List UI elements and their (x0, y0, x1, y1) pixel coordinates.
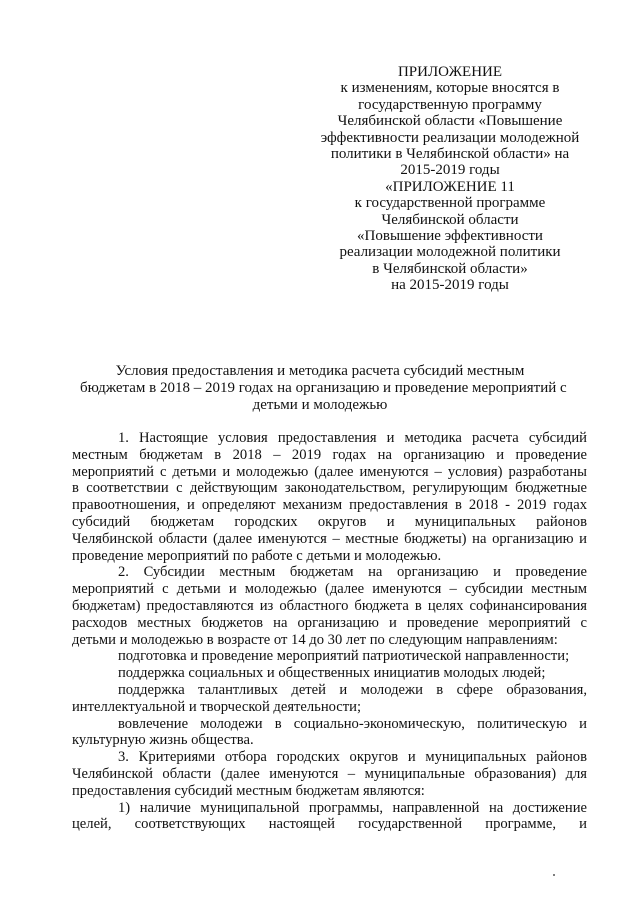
paragraph-1-line: мероприятий с детьми и молодежью (далее именуются – условия) разработаны (72, 463, 587, 480)
paragraph-1-line: в соответствии с действующим законодательством, регулирующим бюджетные (72, 480, 587, 497)
title-line: бюджетам в 2018 – 2019 годах на организацию и проведение мероприятий с (80, 379, 567, 396)
title-line: Условия предоставления и методика расчета субсидий местным (115, 363, 525, 379)
appendix-line: «ПРИЛОЖЕНИЕ 11 (385, 178, 515, 195)
document-title (80, 363, 567, 413)
paragraph-2-line: бюджетам) предоставляются из областного бюджета в целях софинансирования (72, 597, 587, 614)
direction-item: вовлечение молодежи в социально-экономическую, политическую и (118, 715, 587, 732)
direction-item: интеллектуальной и творческой деятельности; (72, 698, 362, 715)
paragraph-1-line: 1. Настоящие условия предоставления и методика расчета субсидий (118, 430, 587, 446)
paragraph-1-line: проведение мероприятий по работе с детьми и молодежью. (72, 547, 442, 564)
direction-item: культурную жизнь общества. (72, 732, 254, 749)
appendix-line: на 2015-2019 годы (391, 277, 509, 294)
appendix-line: политики в Челябинской области» на (330, 146, 570, 163)
direction-item: подготовка и проведение мероприятий патриотической направленности; (118, 648, 570, 665)
paragraph-2-line: детьми и молодежью в возрасте от 14 до 30 лет по следующим направлениям: (72, 631, 558, 648)
paragraph-1-line: правоотношения, и определяют механизм предоставления в 2018 - 2019 годах (72, 497, 587, 514)
direction-item: поддержка талантливых детей и молодежи в сфере образования, (118, 681, 587, 698)
paragraph-2-line: мероприятий с детьми и молодежью (далее именуются – субсидии местным (72, 581, 587, 598)
paragraph-3-line: предоставления субсидий местным бюджетам являются: (72, 782, 425, 799)
appendix-line: ПРИЛОЖЕНИЕ (397, 64, 503, 80)
appendix-line: «Повышение эффективности (357, 228, 543, 245)
paragraph-2-line: расходов местных бюджетов на организацию и проведение мероприятий с (72, 614, 587, 631)
paragraph-1-line: Челябинской области (далее именуются – местные бюджеты) на организацию и (72, 530, 587, 547)
appendix-header (300, 64, 600, 294)
appendix-line: реализации молодежной политики (339, 244, 561, 261)
paragraph-1-line: местным бюджетам в 2018 – 2019 годах на организацию и проведение (72, 446, 587, 463)
appendix-line: к изменениям, которые вносятся в (340, 80, 560, 97)
document-body (72, 430, 587, 833)
criteria-item: 1) наличие муниципальной программы, направленной на достижение (118, 799, 587, 816)
paragraph-2-line: 2. Субсидии местным бюджетам на организацию и проведение (118, 564, 587, 581)
appendix-line: Челябинской области «Повышение (337, 113, 563, 130)
paragraph-1-line: субсидий бюджетам городских округов и муниципальных районов (72, 513, 587, 530)
appendix-line: в Челябинской области» (372, 260, 528, 277)
direction-item: поддержка социальных и общественных инициатив молодых людей; (118, 665, 546, 682)
scan-speck (553, 874, 555, 876)
paragraph-3-line: 3. Критериями отбора городских округов и муниципальных районов (118, 749, 587, 766)
appendix-line: эффективности реализации молодежной (320, 129, 580, 146)
appendix-line: 2015-2019 годы (400, 162, 500, 179)
appendix-line: государственную программу (358, 96, 542, 113)
appendix-line: к государственной программе (354, 195, 546, 212)
title-line: детьми и молодежью (252, 396, 388, 413)
criteria-item: целей, соответствующих настоящей государственной программе, и (72, 816, 587, 833)
appendix-line: Челябинской области (381, 211, 519, 228)
paragraph-3-line: Челябинской области (далее именуются – муниципальные образования) для (72, 765, 587, 782)
